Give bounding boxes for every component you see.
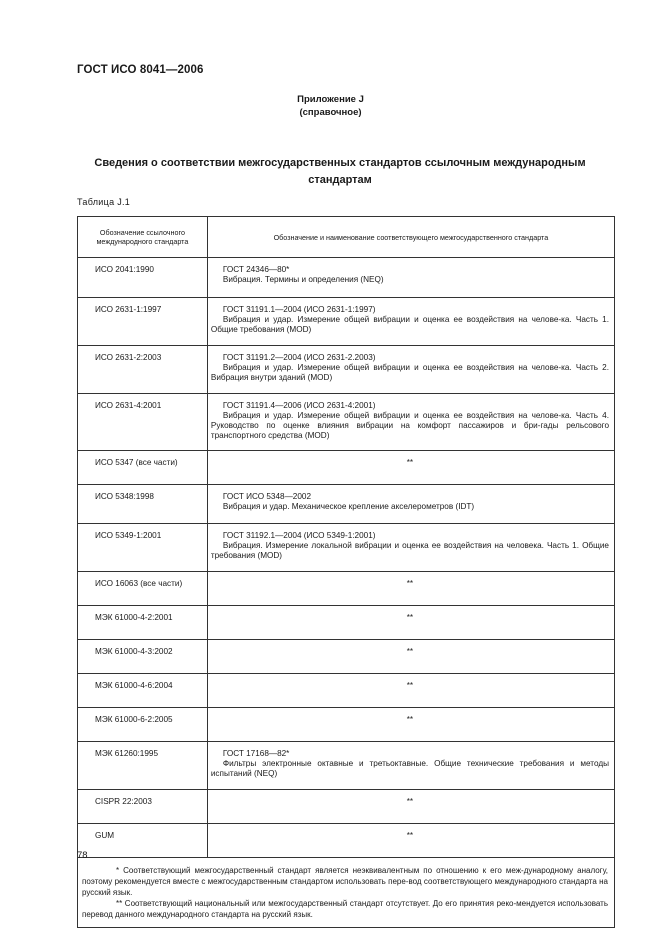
gost-code: ГОСТ 17168—82*: [222, 749, 290, 758]
table-row: [78, 451, 615, 485]
table-header-row: [78, 217, 615, 258]
ref-cell: ИСО 16063 (все части): [78, 572, 208, 606]
no-equivalent-mark: **: [207, 572, 614, 606]
ref-cell: CISPR 22:2003: [78, 790, 208, 824]
no-equivalent-mark: **: [207, 674, 614, 708]
table-row: [78, 790, 615, 824]
gost-title: Вибрация и удар. Механическое крепление акселерометров (IDT): [222, 502, 475, 511]
table-row: [78, 708, 615, 742]
no-equivalent-mark: **: [207, 640, 614, 674]
table-notes: [78, 858, 615, 928]
gost-code: ГОСТ 31191.4—2006 (ИСО 2631-4:2001): [222, 401, 376, 410]
gost-code: ГОСТ 31191.1—2004 (ИСО 2631-1:1997): [222, 305, 376, 314]
ref-cell: ИСО 2631-2:2003: [78, 346, 208, 394]
ref-cell: МЭК 61000-6-2:2005: [78, 708, 208, 742]
ref-cell: GUM: [78, 824, 208, 858]
gost-cell: [207, 258, 614, 298]
section-title: Сведения о соответствии межгосударственных стандартов ссылочным международным стандартам: [94, 157, 586, 186]
table-row: [78, 640, 615, 674]
header-gost-standard: Обозначение и наименование соответствующего межгосударственного стандарта: [207, 217, 614, 258]
table-row: [78, 394, 615, 451]
gost-cell: [207, 346, 614, 394]
ref-cell: ИСО 5347 (все части): [78, 451, 208, 485]
no-equivalent-mark: **: [207, 824, 614, 858]
document-code: ГОСТ ИСО 8041—2006: [77, 64, 204, 76]
header-ref-standard: Обозначение ссылочного международного стандарта: [78, 217, 208, 258]
table-notes-row: [78, 858, 615, 928]
no-equivalent-mark: **: [207, 606, 614, 640]
note-single-asterisk: * Соответствующий межгосударственный стандарт является неэквивалентным по отношению к его меж-дународному аналогу, поэтому рекомендуется вместе с межгосударственным стандартом использовать пере-вод соответствующего международного стандарта на русский язык.: [82, 866, 608, 897]
page-number: 78: [77, 850, 88, 861]
no-equivalent-mark: **: [207, 451, 614, 485]
ref-cell: ИСО 5348:1998: [78, 485, 208, 524]
annex-title: Приложение J: [297, 94, 364, 105]
table-caption: Таблица J.1: [77, 197, 131, 207]
table-row: [78, 674, 615, 708]
gost-cell: [207, 298, 614, 346]
gost-code: ГОСТ 31192.1—2004 (ИСО 5349-1:2001): [222, 531, 376, 540]
standards-table: [77, 216, 615, 928]
table-row: [78, 824, 615, 858]
ref-cell: МЭК 61260:1995: [78, 742, 208, 790]
annex-subtitle: (справочное): [299, 107, 362, 118]
no-equivalent-mark: **: [207, 790, 614, 824]
ref-cell: ИСО 2041:1990: [78, 258, 208, 298]
gost-cell: [207, 485, 614, 524]
note-double-asterisk: ** Соответствующий национальный или межгосударственный стандарт отсутствует. До его принятия реко-мендуется использовать перевод данного международного стандарта на русский язык.: [82, 899, 608, 919]
table-row: [78, 298, 615, 346]
ref-cell: ИСО 2631-4:2001: [78, 394, 208, 451]
gost-code: ГОСТ 24346—80*: [222, 265, 290, 274]
gost-code: ГОСТ 31191.2—2004 (ИСО 2631-2.2003): [222, 353, 376, 362]
table-row: [78, 258, 615, 298]
gost-title: Вибрация. Измерение локальной вибрации и оценка ее воздействия на человека. Часть 1. Общие требования (MOD): [210, 541, 609, 560]
gost-cell: [207, 394, 614, 451]
table-row: [78, 572, 615, 606]
no-equivalent-mark: **: [207, 708, 614, 742]
table-row: [78, 346, 615, 394]
gost-code: ГОСТ ИСО 5348—2002: [222, 492, 311, 501]
table-row: [78, 485, 615, 524]
ref-cell: МЭК 61000-4-3:2002: [78, 640, 208, 674]
ref-cell: МЭК 61000-4-6:2004: [78, 674, 208, 708]
gost-title: Фильтры электронные октавные и третьоктавные. Общие технические требования и методы испытаний (NEQ): [210, 759, 609, 778]
gost-title: Вибрация и удар. Измерение общей вибрации и оценка ее воздействия на челове-ка. Часть 1. Общие требования (MOD): [210, 315, 609, 334]
gost-title: Вибрация и удар. Измерение общей вибрации и оценка ее воздействия на челове-ка. Часть 4. Руководство по оценке влияния вибрации на комфорт пассажиров и бри-гады рельсового транспортного средства (MOD): [210, 411, 609, 440]
gost-title: Вибрация. Термины и определения (NEQ): [222, 275, 384, 284]
table-row: [78, 606, 615, 640]
table-row: [78, 524, 615, 572]
gost-cell: [207, 742, 614, 790]
gost-cell: [207, 524, 614, 572]
ref-cell: МЭК 61000-4-2:2001: [78, 606, 208, 640]
ref-cell: ИСО 5349-1:2001: [78, 524, 208, 572]
table-row: [78, 742, 615, 790]
gost-title: Вибрация и удар. Измерение общей вибрации и оценка ее воздействия на челове-ка. Часть 2. Вибрация внутри зданий (MOD): [210, 363, 609, 382]
ref-cell: ИСО 2631-1:1997: [78, 298, 208, 346]
